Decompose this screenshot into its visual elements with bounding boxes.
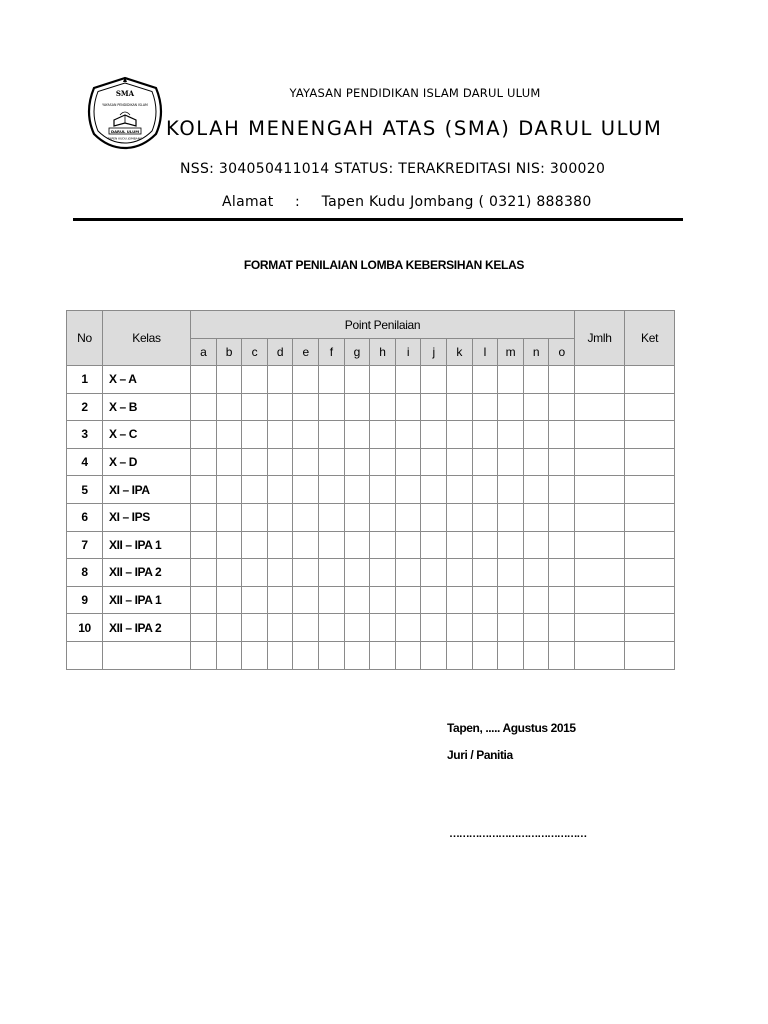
- header-point-penilaian: Point Penilaian: [191, 311, 575, 339]
- score-cell-i: [395, 503, 421, 531]
- score-cell-h: [370, 531, 396, 559]
- score-cell-f: [318, 641, 344, 669]
- score-cell-b: [216, 641, 242, 669]
- score-cell-c: [242, 448, 268, 476]
- score-cell-l: [472, 586, 498, 614]
- score-cell-c: [242, 421, 268, 449]
- criteria-header-k: k: [446, 339, 472, 366]
- score-cell-g: [344, 421, 370, 449]
- ket-cell: [625, 614, 675, 642]
- score-cell-h: [370, 448, 396, 476]
- row-number: 2: [67, 393, 103, 421]
- score-cell-a: [191, 448, 217, 476]
- table-row: [67, 641, 675, 669]
- svg-text:DARUL ULUM: DARUL ULUM: [110, 128, 140, 134]
- score-cell-a: [191, 393, 217, 421]
- signature-role: Juri / Panitia: [447, 748, 513, 762]
- score-cell-o: [549, 448, 575, 476]
- score-cell-i: [395, 393, 421, 421]
- jmlh-cell: [575, 531, 625, 559]
- row-class-name: XII – IPA 1: [103, 586, 191, 614]
- school-logo: [84, 76, 166, 150]
- score-cell-f: [318, 393, 344, 421]
- score-cell-f: [318, 476, 344, 504]
- criteria-header-j: j: [421, 339, 447, 366]
- score-cell-n: [523, 393, 549, 421]
- score-cell-i: [395, 586, 421, 614]
- table-row: [67, 448, 675, 476]
- score-cell-c: [242, 503, 268, 531]
- score-cell-m: [498, 586, 524, 614]
- score-cell-g: [344, 586, 370, 614]
- criteria-header-h: h: [370, 339, 396, 366]
- table-row: [67, 476, 675, 504]
- school-address: [222, 194, 592, 210]
- score-cell-h: [370, 421, 396, 449]
- header-jmlh: Jmlh: [575, 311, 625, 366]
- jmlh-cell: [575, 476, 625, 504]
- score-cell-n: [523, 448, 549, 476]
- score-cell-n: [523, 421, 549, 449]
- score-cell-d: [267, 559, 293, 587]
- score-cell-h: [370, 393, 396, 421]
- ket-cell: [625, 503, 675, 531]
- score-cell-l: [472, 476, 498, 504]
- score-cell-o: [549, 586, 575, 614]
- score-cell-a: [191, 614, 217, 642]
- score-cell-d: [267, 586, 293, 614]
- criteria-header-m: m: [498, 339, 524, 366]
- score-cell-o: [549, 366, 575, 394]
- score-cell-k: [446, 476, 472, 504]
- score-cell-j: [421, 393, 447, 421]
- row-class-name: X – B: [103, 393, 191, 421]
- jmlh-cell: [575, 366, 625, 394]
- score-cell-m: [498, 366, 524, 394]
- score-cell-f: [318, 366, 344, 394]
- row-class-name: XII – IPA 2: [103, 559, 191, 587]
- row-number: 8: [67, 559, 103, 587]
- score-cell-o: [549, 421, 575, 449]
- score-cell-c: [242, 531, 268, 559]
- address-separator: :: [295, 194, 301, 210]
- score-cell-e: [293, 503, 319, 531]
- criteria-header-e: e: [293, 339, 319, 366]
- score-cell-g: [344, 366, 370, 394]
- address-label: Alamat: [222, 194, 274, 210]
- score-cell-a: [191, 476, 217, 504]
- score-cell-b: [216, 614, 242, 642]
- header-ket: Ket: [625, 311, 675, 366]
- score-cell-g: [344, 531, 370, 559]
- row-class-name: X – A: [103, 366, 191, 394]
- score-cell-b: [216, 393, 242, 421]
- score-cell-h: [370, 503, 396, 531]
- ket-cell: [625, 366, 675, 394]
- score-cell-i: [395, 421, 421, 449]
- jmlh-cell: [575, 614, 625, 642]
- score-cell-d: [267, 614, 293, 642]
- score-cell-i: [395, 448, 421, 476]
- score-cell-j: [421, 614, 447, 642]
- ket-cell: [625, 393, 675, 421]
- criteria-header-b: b: [216, 339, 242, 366]
- score-cell-b: [216, 559, 242, 587]
- table-row: [67, 421, 675, 449]
- row-class-name: XI – IPA: [103, 476, 191, 504]
- score-cell-e: [293, 476, 319, 504]
- table-row: [67, 366, 675, 394]
- score-cell-f: [318, 586, 344, 614]
- score-cell-l: [472, 448, 498, 476]
- svg-text:TAPEN KUDU JOMBANG: TAPEN KUDU JOMBANG: [107, 136, 143, 141]
- score-cell-b: [216, 503, 242, 531]
- score-cell-n: [523, 641, 549, 669]
- jmlh-cell: [575, 421, 625, 449]
- row-number: 5: [67, 476, 103, 504]
- score-cell-m: [498, 421, 524, 449]
- score-cell-n: [523, 503, 549, 531]
- score-cell-j: [421, 366, 447, 394]
- score-cell-b: [216, 366, 242, 394]
- signature-date: Tapen, ..... Agustus 2015: [447, 721, 576, 735]
- score-cell-a: [191, 586, 217, 614]
- ket-cell: [625, 476, 675, 504]
- table-row: [67, 393, 675, 421]
- score-cell-c: [242, 559, 268, 587]
- score-cell-m: [498, 559, 524, 587]
- ket-cell: [625, 448, 675, 476]
- score-cell-k: [446, 421, 472, 449]
- score-cell-k: [446, 641, 472, 669]
- score-cell-k: [446, 503, 472, 531]
- score-cell-o: [549, 641, 575, 669]
- score-cell-b: [216, 586, 242, 614]
- score-cell-g: [344, 614, 370, 642]
- score-cell-g: [344, 393, 370, 421]
- criteria-header-i: i: [395, 339, 421, 366]
- jmlh-cell: [575, 641, 625, 669]
- score-cell-b: [216, 421, 242, 449]
- score-cell-m: [498, 476, 524, 504]
- score-cell-j: [421, 503, 447, 531]
- criteria-header-g: g: [344, 339, 370, 366]
- score-cell-h: [370, 586, 396, 614]
- score-cell-h: [370, 614, 396, 642]
- score-cell-f: [318, 448, 344, 476]
- score-cell-j: [421, 531, 447, 559]
- table-row: [67, 586, 675, 614]
- score-cell-m: [498, 531, 524, 559]
- header-divider: [73, 218, 683, 221]
- row-class-name: X – D: [103, 448, 191, 476]
- score-cell-n: [523, 366, 549, 394]
- score-cell-a: [191, 559, 217, 587]
- row-class-name: [103, 641, 191, 669]
- jmlh-cell: [575, 559, 625, 587]
- score-cell-j: [421, 586, 447, 614]
- score-cell-k: [446, 366, 472, 394]
- criteria-header-o: o: [549, 339, 575, 366]
- score-cell-i: [395, 559, 421, 587]
- criteria-header-d: d: [267, 339, 293, 366]
- score-cell-c: [242, 366, 268, 394]
- score-cell-e: [293, 641, 319, 669]
- score-cell-c: [242, 476, 268, 504]
- score-cell-h: [370, 559, 396, 587]
- table-body: [67, 366, 675, 670]
- score-cell-m: [498, 448, 524, 476]
- row-number: 1: [67, 366, 103, 394]
- score-cell-d: [267, 531, 293, 559]
- score-cell-a: [191, 421, 217, 449]
- score-cell-n: [523, 614, 549, 642]
- score-cell-b: [216, 476, 242, 504]
- score-cell-g: [344, 448, 370, 476]
- score-cell-e: [293, 531, 319, 559]
- score-cell-d: [267, 476, 293, 504]
- row-number: 7: [67, 531, 103, 559]
- jmlh-cell: [575, 586, 625, 614]
- score-cell-e: [293, 614, 319, 642]
- score-cell-h: [370, 366, 396, 394]
- svg-text:SMA: SMA: [115, 89, 135, 98]
- jmlh-cell: [575, 393, 625, 421]
- score-cell-a: [191, 641, 217, 669]
- score-cell-d: [267, 421, 293, 449]
- score-cell-e: [293, 586, 319, 614]
- score-cell-o: [549, 476, 575, 504]
- score-cell-g: [344, 476, 370, 504]
- row-number: 10: [67, 614, 103, 642]
- score-cell-k: [446, 559, 472, 587]
- score-cell-j: [421, 421, 447, 449]
- row-class-name: XII – IPA 1: [103, 531, 191, 559]
- score-cell-c: [242, 614, 268, 642]
- score-cell-b: [216, 448, 242, 476]
- score-cell-o: [549, 559, 575, 587]
- row-number: 4: [67, 448, 103, 476]
- score-cell-f: [318, 614, 344, 642]
- score-cell-k: [446, 531, 472, 559]
- criteria-header-f: f: [318, 339, 344, 366]
- score-cell-j: [421, 559, 447, 587]
- score-cell-e: [293, 559, 319, 587]
- score-cell-a: [191, 503, 217, 531]
- ket-cell: [625, 559, 675, 587]
- score-cell-i: [395, 531, 421, 559]
- criteria-header-l: l: [472, 339, 498, 366]
- school-registration-line: NSS: 304050411014 STATUS: TERAKREDITASI NIS: 300020: [180, 161, 606, 177]
- row-class-name: XI – IPS: [103, 503, 191, 531]
- score-cell-m: [498, 503, 524, 531]
- score-cell-l: [472, 503, 498, 531]
- score-cell-e: [293, 393, 319, 421]
- score-cell-m: [498, 614, 524, 642]
- address-value: Tapen Kudu Jombang ( 0321) 888380: [321, 194, 592, 210]
- score-cell-a: [191, 531, 217, 559]
- score-cell-l: [472, 366, 498, 394]
- score-cell-k: [446, 586, 472, 614]
- score-cell-i: [395, 614, 421, 642]
- score-cell-o: [549, 393, 575, 421]
- score-cell-m: [498, 393, 524, 421]
- score-cell-d: [267, 503, 293, 531]
- criteria-header-a: a: [191, 339, 217, 366]
- score-cell-g: [344, 641, 370, 669]
- score-cell-l: [472, 559, 498, 587]
- score-cell-d: [267, 393, 293, 421]
- score-cell-l: [472, 641, 498, 669]
- ket-cell: [625, 586, 675, 614]
- signature-line: ……………………………………: [449, 828, 587, 840]
- score-cell-b: [216, 531, 242, 559]
- score-cell-d: [267, 448, 293, 476]
- ket-cell: [625, 531, 675, 559]
- score-cell-k: [446, 393, 472, 421]
- score-cell-c: [242, 641, 268, 669]
- score-cell-e: [293, 421, 319, 449]
- ket-cell: [625, 421, 675, 449]
- score-cell-k: [446, 614, 472, 642]
- score-cell-l: [472, 614, 498, 642]
- score-cell-o: [549, 614, 575, 642]
- score-cell-d: [267, 366, 293, 394]
- score-cell-n: [523, 476, 549, 504]
- criteria-header-n: n: [523, 339, 549, 366]
- score-cell-f: [318, 559, 344, 587]
- table-row: [67, 614, 675, 642]
- score-cell-f: [318, 421, 344, 449]
- jmlh-cell: [575, 448, 625, 476]
- score-cell-o: [549, 531, 575, 559]
- score-cell-i: [395, 366, 421, 394]
- score-cell-l: [472, 421, 498, 449]
- criteria-header-c: c: [242, 339, 268, 366]
- row-number: 9: [67, 586, 103, 614]
- score-cell-f: [318, 503, 344, 531]
- score-cell-n: [523, 586, 549, 614]
- row-number: 3: [67, 421, 103, 449]
- score-cell-l: [472, 393, 498, 421]
- score-cell-g: [344, 503, 370, 531]
- score-cell-d: [267, 641, 293, 669]
- assessment-table: [66, 310, 675, 670]
- score-cell-m: [498, 641, 524, 669]
- score-cell-j: [421, 448, 447, 476]
- score-cell-i: [395, 641, 421, 669]
- school-name: KOLAH MENENGAH ATAS (SMA) DARUL ULUM: [166, 117, 663, 140]
- header-kelas: Kelas: [103, 311, 191, 366]
- score-cell-e: [293, 448, 319, 476]
- table-row: [67, 503, 675, 531]
- table-row: [67, 531, 675, 559]
- score-cell-j: [421, 641, 447, 669]
- row-class-name: X – C: [103, 421, 191, 449]
- row-number: [67, 641, 103, 669]
- score-cell-o: [549, 503, 575, 531]
- score-cell-i: [395, 476, 421, 504]
- row-class-name: XII – IPA 2: [103, 614, 191, 642]
- jmlh-cell: [575, 503, 625, 531]
- foundation-name: YAYASAN PENDIDIKAN ISLAM DARUL ULUM: [289, 86, 541, 100]
- score-cell-n: [523, 531, 549, 559]
- ket-cell: [625, 641, 675, 669]
- svg-text:YAYASAN PENDIDIKAN ISLAM: YAYASAN PENDIDIKAN ISLAM: [102, 103, 148, 107]
- score-cell-k: [446, 448, 472, 476]
- score-cell-h: [370, 641, 396, 669]
- score-cell-c: [242, 393, 268, 421]
- table-row: [67, 559, 675, 587]
- row-number: 6: [67, 503, 103, 531]
- score-cell-c: [242, 586, 268, 614]
- score-cell-n: [523, 559, 549, 587]
- document-title: FORMAT PENILAIAN LOMBA KEBERSIHAN KELAS: [243, 258, 525, 272]
- header-no: No: [67, 311, 103, 366]
- score-cell-e: [293, 366, 319, 394]
- score-cell-a: [191, 366, 217, 394]
- score-cell-f: [318, 531, 344, 559]
- score-cell-l: [472, 531, 498, 559]
- score-cell-j: [421, 476, 447, 504]
- score-cell-h: [370, 476, 396, 504]
- score-cell-g: [344, 559, 370, 587]
